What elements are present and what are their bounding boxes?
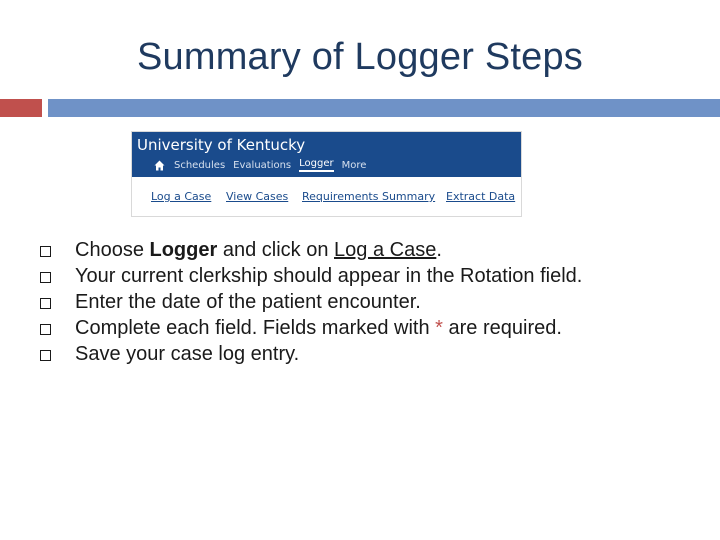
step-text: Your current clerkship should appear in the Rotation field. [75, 265, 583, 287]
square-bullet-icon [40, 350, 51, 361]
subnav-log-a-case[interactable]: Log a Case [151, 190, 212, 203]
subnav-extract-data[interactable]: Extract Data [446, 190, 516, 203]
slide-title: Summary of Logger Steps [136, 36, 584, 78]
step-bold-term: Logger [149, 239, 218, 261]
subnav-view-cases[interactable]: View Cases [226, 190, 289, 203]
subnav-requirements-summary[interactable]: Requirements Summary [302, 190, 436, 203]
main-nav [154, 158, 374, 172]
list-item [40, 263, 720, 289]
step-link-term: Log a Case [334, 239, 437, 261]
step-text: Complete each field. Fields marked with * are required. [75, 317, 562, 339]
list-item [40, 289, 720, 315]
list-item [40, 315, 720, 341]
list-item [40, 341, 720, 367]
nav-item-evaluations[interactable]: Evaluations [233, 159, 292, 171]
steps-list [40, 237, 720, 367]
square-bullet-icon [40, 246, 51, 257]
logger-screenshot [132, 132, 521, 216]
screenshot-header [132, 132, 521, 177]
square-bullet-icon [40, 324, 51, 335]
accent-bar-blue [48, 99, 720, 117]
step-text: Choose Logger and click on Log a Case. [75, 239, 442, 261]
nav-item-schedules[interactable]: Schedules [174, 159, 226, 171]
screenshot-subnav [132, 177, 521, 216]
nav-item-more[interactable]: More [341, 159, 367, 171]
square-bullet-icon [40, 272, 51, 283]
step-text: Enter the date of the patient encounter. [75, 291, 421, 313]
nav-item-logger[interactable]: Logger [299, 158, 333, 172]
square-bullet-icon [40, 298, 51, 309]
accent-bar-red [0, 99, 42, 117]
required-star: * [435, 317, 443, 339]
step-text: Save your case log entry. [75, 343, 300, 365]
home-icon[interactable] [154, 160, 165, 171]
list-item [40, 237, 720, 263]
brand-name: University of Kentucky [137, 136, 306, 154]
